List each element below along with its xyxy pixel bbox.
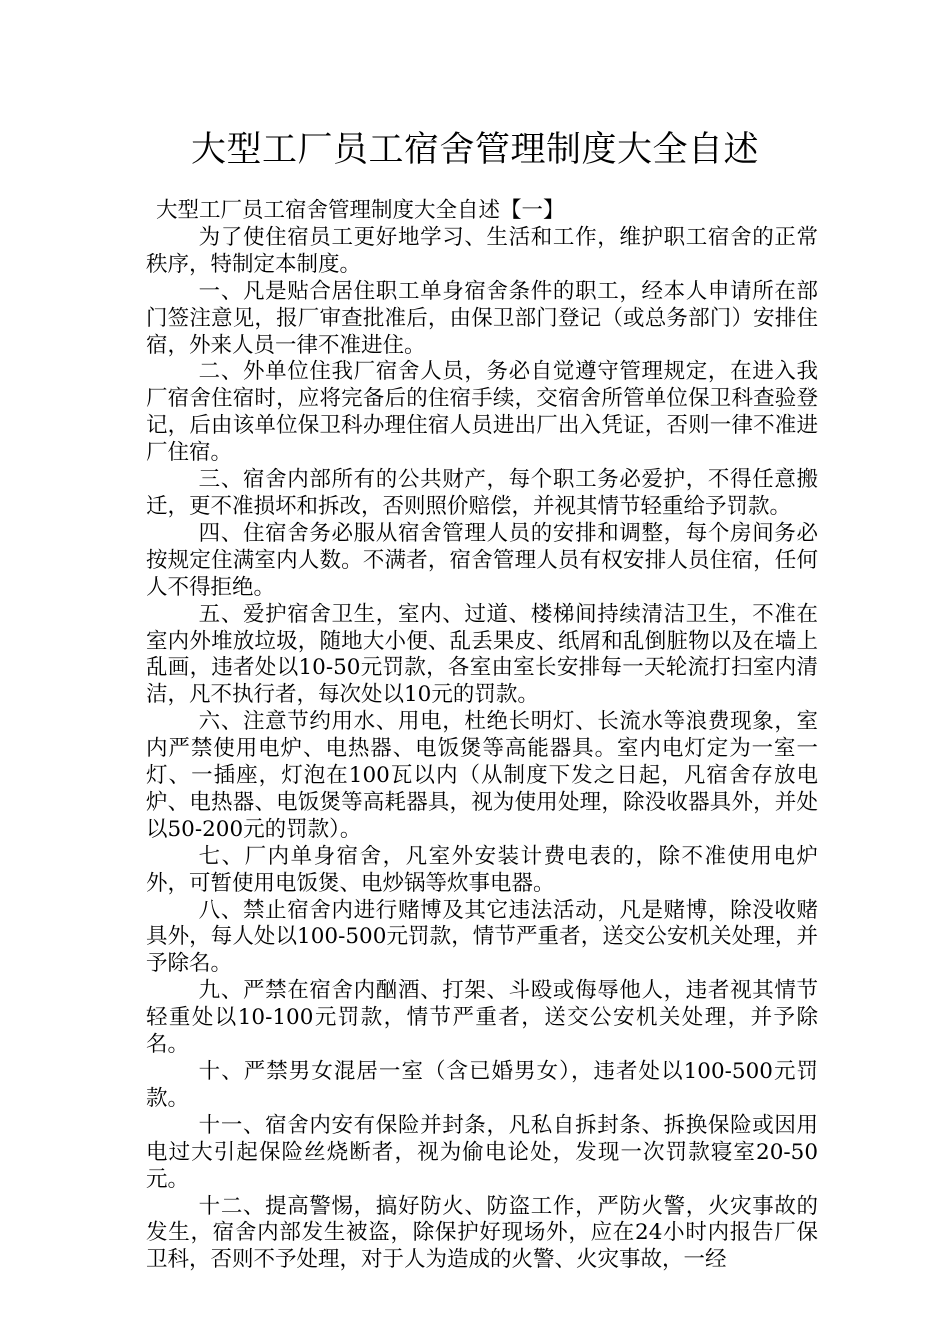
paragraph-rule-5: 五、爱护宿舍卫生，室内、过道、楼梯间持续清洁卫生，不准在室内外堆放垃圾，随地大小便、乱丢果皮、纸屑和乱倒脏物以及在墙上乱画，违者处以10-50元罚款，各室由室长安排每一天轮流打扫室内清洁，凡不执行者，每次处以10元的罚款。	[146, 601, 818, 708]
paragraph-rule-2: 二、外单位住我厂宿舍人员，务必自觉遵守管理规定，在进入我厂宿舍住宿时，应将完备后的住宿手续，交宿舍所管单位保卫科查验登记，后由该单位保卫科办理住宿人员进出厂出入凭证，否则一律不准进厂住宿。	[146, 359, 818, 466]
paragraph-rule-4: 四、住宿舍务必服从宿舍管理人员的安排和调整，每个房间务必按规定住满室内人数。不满者，宿舍管理人员有权安排人员住宿，任何人不得拒绝。	[146, 520, 818, 600]
paragraph-rule-10: 十、严禁男女混居一室（含已婚男女），违者处以100-500元罚款。	[146, 1059, 818, 1111]
paragraph-rule-9: 九、严禁在宿舍内酗酒、打架、斗殴或侮辱他人，违者视其情节轻重处以10-100元罚款，情节严重者，送交公安机关处理，并予除名。	[146, 978, 818, 1058]
paragraph-rule-3: 三、宿舍内部所有的公共财产，每个职工务必爱护，不得任意搬迁，更不准损坏和拆改，否则照价赔偿，并视其情节轻重给予罚款。	[146, 467, 818, 519]
document-body	[146, 198, 818, 1274]
paragraph-rule-12: 十二、提高警惕，搞好防火、防盗工作，严防火警，火灾事故的发生，宿舍内部发生被盗，除保护好现场外，应在24小时内报告厂保卫科，否则不予处理，对于人为造成的火警、火灾事故，一经	[146, 1193, 818, 1273]
paragraph-rule-7: 七、厂内单身宿舍，凡室外安装计费电表的，除不准使用电炉外，可暂使用电饭煲、电炒锅等炊事电器。	[146, 843, 818, 896]
paragraph-rule-1: 一、凡是贴合居住职工单身宿舍条件的职工，经本人申请所在部门签注意见，报厂审查批准后，由保卫部门登记（或总务部门）安排住宿，外来人员一律不准进住。	[146, 278, 818, 358]
paragraph-intro: 为了使住宿员工更好地学习、生活和工作，维护职工宿舍的正常秩序，特制定本制度。	[146, 224, 818, 277]
paragraph-rule-11: 十一、宿舍内安有保险并封条，凡私自拆封条、拆换保险或因用电过大引起保险丝烧断者，视为偷电论处，发现一次罚款寝室20-50元。	[146, 1112, 818, 1192]
section-heading: 大型工厂员工宿舍管理制度大全自述【一】	[156, 198, 565, 223]
paragraph-rule-8: 八、禁止宿舍内进行赌博及其它违法活动，凡是赌博，除没收赌具外，每人处以100-500元罚款，情节严重者，送交公安机关处理，并予除名。	[146, 897, 818, 977]
document-title: 大型工厂员工宿舍管理制度大全自述	[190, 130, 759, 170]
paragraph-rule-6: 六、注意节约用水、用电，杜绝长明灯、长流水等浪费现象，室内严禁使用电炉、电热器、电饭煲等高能器具。室内电灯定为一室一灯、一插座，灯泡在100瓦以内（从制度下发之日起，凡宿舍存放电炉、电热器、电饭煲等高耗器具，视为使用处理，除没收器具外，并处以50-200元的罚款）。	[146, 709, 818, 842]
